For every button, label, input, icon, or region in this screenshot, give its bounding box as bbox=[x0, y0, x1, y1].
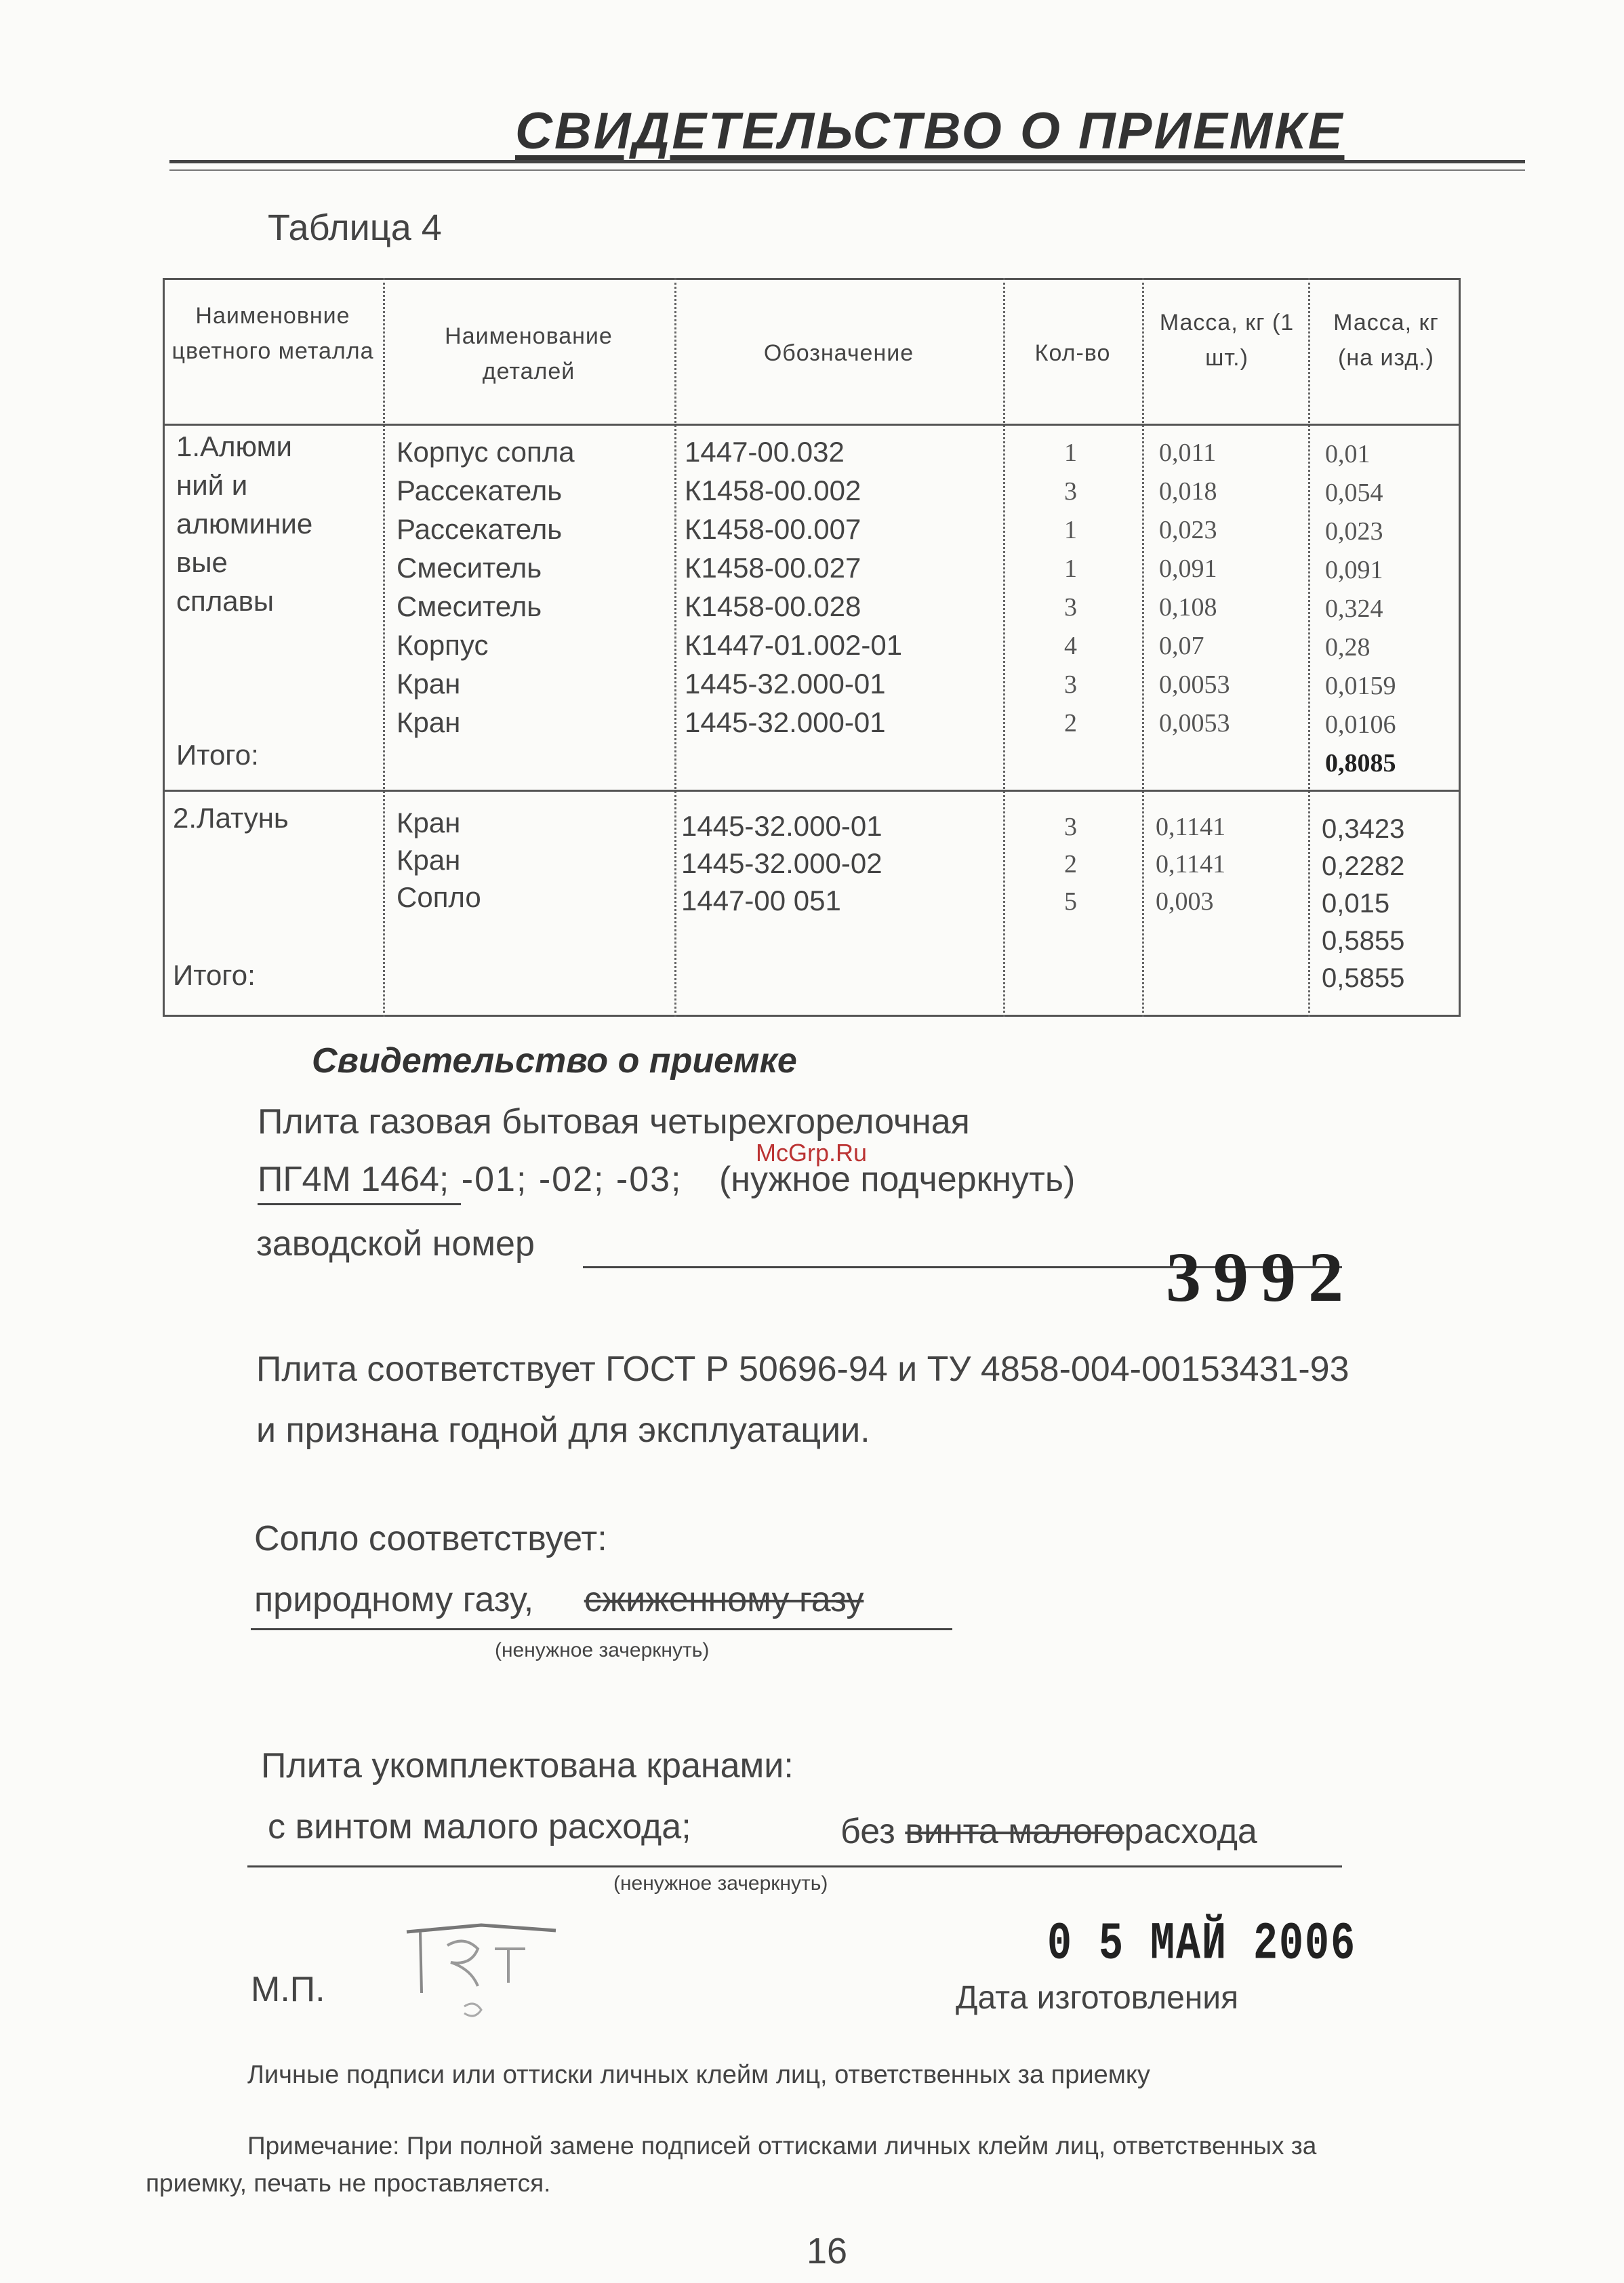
model-line bbox=[258, 1159, 1075, 1200]
mass-total: 0,054 bbox=[1325, 479, 1383, 507]
metal-name-line: вые bbox=[176, 546, 228, 578]
mass-total: 0,0159 bbox=[1325, 672, 1396, 700]
part-code: 1445-32.000-01 bbox=[685, 668, 886, 700]
part-name: Корпус bbox=[397, 629, 489, 661]
mass-unit: 0,1141 bbox=[1156, 850, 1226, 878]
mass-unit: 0,108 bbox=[1159, 593, 1217, 622]
mass-unit: 0,023 bbox=[1159, 516, 1217, 544]
valve-option-without-screw bbox=[840, 1811, 1257, 1852]
footnote-line-1: Примечание: При полной замене подписей оттисками личных клейм лиц, ответственных за bbox=[247, 2132, 1317, 2160]
metals-table bbox=[163, 278, 1461, 1017]
quality-stamp-imprint bbox=[400, 1918, 576, 2034]
column-header-mass-total: Масса, кг (на изд.) bbox=[1333, 310, 1439, 371]
part-name: Кран bbox=[397, 807, 461, 839]
column-header-part: Наименование деталей bbox=[445, 323, 613, 384]
part-name: Рассекатель bbox=[397, 474, 563, 506]
model-name: ПГ4М 1464 bbox=[258, 1160, 439, 1199]
valve-option-struck: винта малого bbox=[905, 1812, 1124, 1851]
column-header-metal: Наименовние цветного металла bbox=[171, 303, 374, 364]
metal-name: 2.Латунь bbox=[173, 802, 289, 834]
part-qty: 5 bbox=[1064, 887, 1077, 916]
mass-total: 0,091 bbox=[1325, 556, 1383, 584]
mass-total: 0,01 bbox=[1325, 440, 1371, 468]
model-variants: ; -01; -02; -03; bbox=[439, 1160, 683, 1199]
part-code: К1447-01.002-01 bbox=[685, 629, 903, 661]
metal-name-line: сплавы bbox=[176, 585, 275, 617]
valves-underline bbox=[247, 1865, 1342, 1867]
part-name: Смеситель bbox=[397, 552, 542, 584]
page-number: 16 bbox=[807, 2231, 848, 2271]
gas-liquefied-struck: сжиженному газу bbox=[584, 1580, 864, 1619]
col-divider bbox=[1003, 278, 1005, 1017]
table-caption: Таблица 4 bbox=[268, 207, 442, 248]
mass-unit: 0,1141 bbox=[1156, 813, 1226, 841]
model-underline bbox=[258, 1203, 461, 1205]
part-qty: 3 bbox=[1064, 593, 1077, 622]
serial-number: 3992 bbox=[1166, 1238, 1356, 1316]
nozzle-label: Сопло соответствует: bbox=[254, 1519, 607, 1558]
gas-underline bbox=[251, 1628, 952, 1630]
title-rule bbox=[169, 160, 1525, 163]
product-description: Плита газовая бытовая четырехгорелочная bbox=[258, 1102, 970, 1142]
watermark: McGrp.Ru bbox=[756, 1139, 868, 1167]
manufacture-date-stamp: 0 5 МАЙ 2006 bbox=[1047, 1915, 1357, 1975]
signatures-note: Личные подписи или оттиски личных клейм лиц, ответственных за приемку bbox=[247, 2061, 1150, 2089]
part-code: 1445-32.000-01 bbox=[681, 810, 882, 842]
metal-name-line: 1.Алюми bbox=[176, 430, 292, 462]
mass-unit: 0,091 bbox=[1159, 554, 1217, 583]
part-name: Рассекатель bbox=[397, 513, 563, 545]
mass-total: 0,0106 bbox=[1325, 710, 1396, 739]
part-code: 1445-32.000-01 bbox=[685, 706, 886, 738]
column-header-qty: Кол-во bbox=[1034, 340, 1111, 366]
mass-unit: 0,07 bbox=[1159, 632, 1204, 660]
part-name: Кран bbox=[397, 668, 461, 700]
mass-unit: 0,011 bbox=[1159, 439, 1217, 467]
title-rule-thin bbox=[169, 169, 1525, 171]
part-qty: 3 bbox=[1064, 813, 1077, 841]
certificate-title: Свидетельство о приемке bbox=[312, 1041, 797, 1080]
column-header-code: Обозначение bbox=[763, 340, 914, 366]
strike-note: (ненужное зачеркнуть) bbox=[613, 1872, 828, 1895]
column-header-mass-unit: Масса, кг (1 шт.) bbox=[1159, 310, 1295, 371]
document-title: СВИДЕТЕЛЬСТВО О ПРИЕМКЕ bbox=[515, 102, 1345, 160]
valve-option-prefix: без bbox=[840, 1812, 895, 1851]
metal-name-line: алюминие bbox=[176, 508, 313, 540]
part-name: Сопло bbox=[397, 881, 481, 913]
total-label: Итого: bbox=[176, 739, 259, 771]
mass-total: 0,28 bbox=[1325, 633, 1371, 662]
col-divider bbox=[1308, 278, 1310, 1017]
group-total: 0,8085 bbox=[1325, 749, 1396, 777]
valve-option-suffix: расхода bbox=[1124, 1812, 1257, 1851]
header-divider bbox=[163, 424, 1461, 426]
part-code: 1447-00.032 bbox=[685, 436, 845, 468]
col-divider bbox=[383, 278, 385, 1017]
part-code: К1458-00.027 bbox=[685, 552, 861, 584]
gas-natural: природному газу, bbox=[254, 1580, 534, 1619]
gas-options bbox=[254, 1579, 864, 1620]
mass-unit: 0,018 bbox=[1159, 477, 1217, 506]
metal-name-line: ний и bbox=[176, 469, 248, 501]
mass-total: 0,324 bbox=[1325, 594, 1383, 623]
part-qty: 1 bbox=[1064, 439, 1077, 467]
part-qty: 3 bbox=[1064, 477, 1077, 506]
serial-label: заводской номер bbox=[256, 1224, 535, 1264]
part-qty: 4 bbox=[1064, 632, 1077, 660]
part-name: Смеситель bbox=[397, 590, 542, 622]
col-divider bbox=[1142, 278, 1144, 1017]
part-code: 1447-00 051 bbox=[681, 885, 841, 916]
total-label: Итого: bbox=[173, 959, 256, 991]
valves-label: Плита укомплектована кранами: bbox=[261, 1746, 794, 1785]
conformity-text-1: Плита соответствует ГОСТ Р 50696-94 и ТУ 4858-004-00153431-93 bbox=[256, 1350, 1349, 1389]
part-name: Кран bbox=[397, 844, 461, 876]
part-qty: 3 bbox=[1064, 670, 1077, 699]
part-qty: 2 bbox=[1064, 850, 1077, 878]
part-code: К1458-00.007 bbox=[685, 513, 861, 545]
part-qty: 2 bbox=[1064, 709, 1077, 738]
valve-option-with-screw: с винтом малого расхода; bbox=[268, 1807, 691, 1846]
mass-unit: 0,0053 bbox=[1159, 670, 1230, 699]
group-total: 0,5855 bbox=[1322, 963, 1405, 993]
part-qty: 1 bbox=[1064, 554, 1077, 583]
strike-note: (ненужное зачеркнуть) bbox=[495, 1639, 710, 1661]
group-divider bbox=[163, 790, 1461, 792]
part-code: К1458-00.028 bbox=[685, 590, 861, 622]
conformity-text-2: и признана годной для эксплуатации. bbox=[256, 1411, 870, 1450]
part-qty: 1 bbox=[1064, 516, 1077, 544]
mass-unit: 0,0053 bbox=[1159, 709, 1230, 738]
group-subtotal: 0,5855 bbox=[1322, 926, 1405, 956]
part-name: Корпус сопла bbox=[397, 436, 575, 468]
col-divider bbox=[674, 278, 676, 1017]
part-code: К1458-00.002 bbox=[685, 474, 861, 506]
stamp-label: М.П. bbox=[251, 1970, 325, 2009]
part-name: Кран bbox=[397, 706, 461, 738]
mass-total: 0,015 bbox=[1322, 889, 1390, 918]
mass-total: 0,2282 bbox=[1322, 851, 1405, 881]
footnote-line-2: приемку, печать не проставляется. bbox=[146, 2169, 551, 2197]
manufacture-date-label: Дата изготовления bbox=[956, 1980, 1239, 2016]
variants-note: (нужное подчеркнуть) bbox=[718, 1160, 1076, 1199]
mass-unit: 0,003 bbox=[1156, 887, 1214, 916]
mass-total: 0,3423 bbox=[1322, 814, 1405, 844]
mass-total: 0,023 bbox=[1325, 517, 1383, 546]
part-code: 1445-32.000-02 bbox=[681, 847, 882, 879]
